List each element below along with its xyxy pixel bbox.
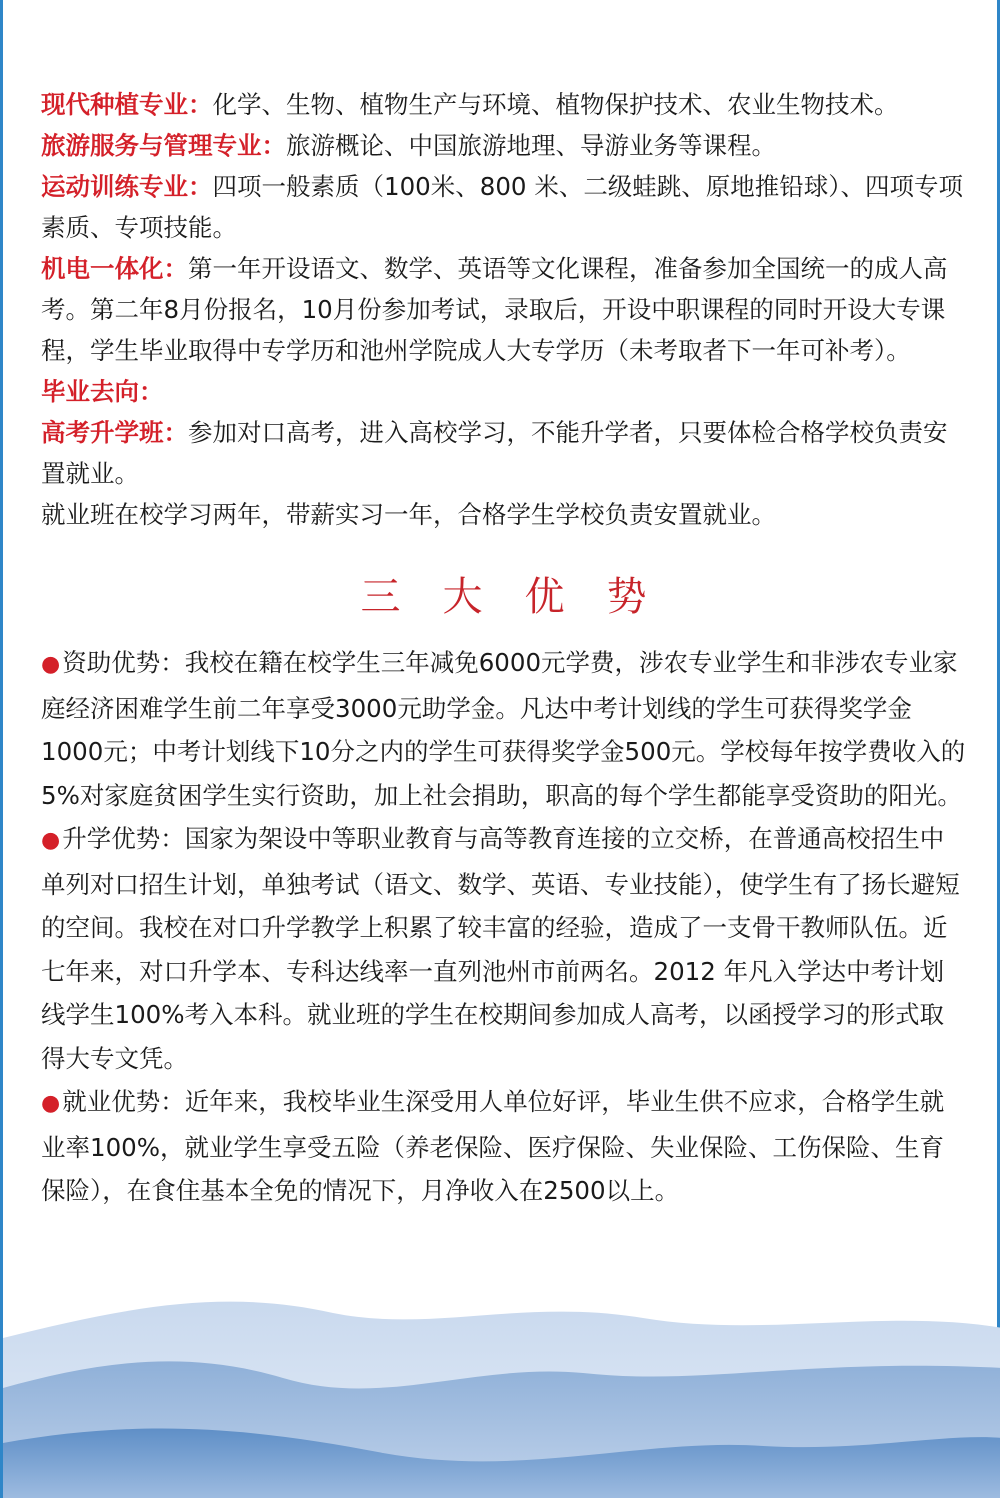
bullet-icon: ● (41, 1091, 61, 1116)
section-title: 三大优势 (360, 574, 689, 620)
employment-text: 就业班在校学习两年，带薪实习一年，合格学生学校负责安置就业。 (41, 500, 776, 529)
advantage-funding (41, 641, 966, 817)
graduation-employment (41, 494, 966, 535)
graduation-title-label: 毕业去向： (41, 377, 164, 406)
major-tourism (41, 125, 966, 166)
major-sports-training (41, 166, 966, 248)
major-modern-planting (41, 84, 966, 125)
major-text: 化学、生物、植物生产与环境、植物保护技术、农业生物技术。 (212, 90, 899, 119)
bullet-icon: ● (41, 828, 61, 853)
graduation-title (41, 371, 966, 412)
major-text: 四项一般素质（100米、800 米、二级蛙跳、原地推铅球）、四项专项素质、专项技能。 (41, 172, 964, 242)
main-content (41, 84, 966, 1213)
advantage-text: 资助优势：我校在籍在校学生三年减免6000元学费，涉农专业学生和非涉农专业家庭经济困难学生前二年享受3000元助学金。凡达中考计划线的学生可获得奖学金1000元；中考计划线下10分之内的学生可获得奖学金500元。学校每年按学费收入的5%对家庭贫困学生实行资助，加上社会捐助，职高的每个学生都能享受资助的阳光。 (41, 648, 966, 810)
bullet-icon: ● (41, 652, 61, 677)
advantage-text: 升学优势：国家为架设中等职业教育与高等教育连接的立交桥，在普通高校招生中单列对口招生计划，单独考试（语文、数学、英语、专业技能），使学生有了扬长避短的空间。我校在对口升学教学上积累了较丰富的经验，造成了一支骨干教师队伍。近七年来，对口升学本、专科达线率一直列池州市前两名。2012 年凡入学达中考计划线学生100%考入本科。就业班的学生在校期间参加成人高考，以函授学习的形式取得大专文凭。 (41, 824, 960, 1073)
major-text: 第一年开设语文、数学、英语等文化课程，准备参加全国统一的成人高考。第二年8月份报名，10月份参加考试，录取后，开设中职课程的同时开设大专课程，学生毕业取得中专学历和池州学院成人大专学历（未考取者下一年可补考）。 (41, 254, 948, 365)
graduation-gaokao (41, 412, 966, 494)
advantage-employment (41, 1080, 966, 1213)
major-label: 现代种植专业： (41, 90, 213, 119)
major-label: 旅游服务与管理专业： (41, 131, 286, 160)
gaokao-text: 参加对口高考，进入高校学习，不能升学者，只要体检合格学校负责安置就业。 (41, 418, 948, 488)
gaokao-label: 高考升学班： (41, 418, 188, 447)
advantage-text: 就业优势：近年来，我校毕业生深受用人单位好评，毕业生供不应求，合格学生就业率100%，就业学生享受五险（养老保险、医疗保险、失业保险、工伤保险、生育保险），在食住基本全免的情况下，月净收入在2500以上。 (41, 1087, 945, 1205)
major-label: 机电一体化： (41, 254, 188, 283)
major-text: 旅游概论、中国旅游地理、导游业务等课程。 (286, 131, 776, 160)
mountain-landscape-decoration (3, 1268, 1000, 1498)
major-label: 运动训练专业： (41, 172, 213, 201)
advantage-further-study (41, 817, 966, 1080)
major-mechatronics (41, 248, 966, 371)
